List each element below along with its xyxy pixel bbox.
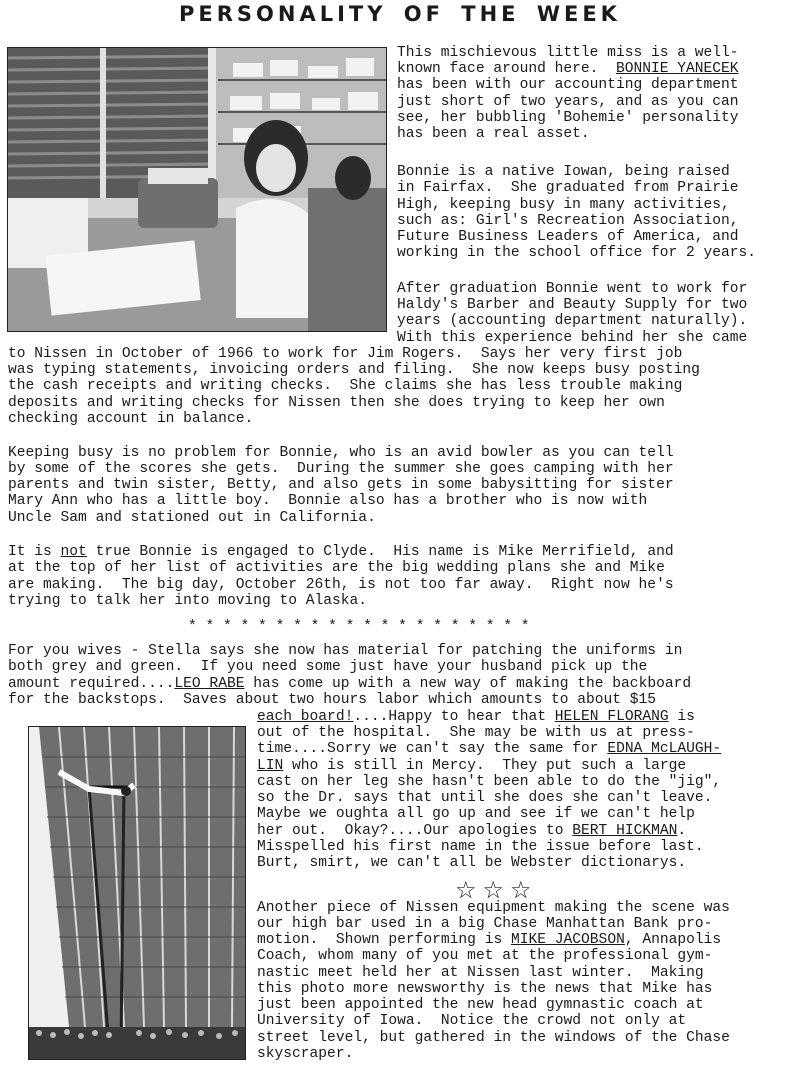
para7-line1: Another piece of Nissen equipment making the scene was [257,900,730,916]
para6-line7-start: time....Sorry we can't say the same for [257,741,608,757]
bonnie-office-photo [7,47,387,332]
para4-line3: parents and twin sister, Betty, and also gets in some babysitting for sister [8,477,674,493]
para5-line2: at the top of her list of activities are the big wedding plans she and Mike [8,560,665,576]
para7-line2: our high bar used in a big Chase Manhattan Bank pro- [257,916,713,932]
para5-line1 [8,544,674,560]
para6-line12-start: her out. Okay?....Our apologies to [257,823,573,839]
para6-line6: out of the hospital. She may be with us at press- [257,725,695,741]
office-scene-illustration [8,48,386,331]
para6-line14: Burt, smirt, we can't all be Webster dictionarys. [257,855,687,871]
bonnie-yanecek-name: BONNIE YANECEK [615,61,739,77]
not-emphasis: not [60,544,87,560]
para1-line5: see, her bubbling 'Bohemie' personality [397,110,739,126]
para3-line2: Haldy's Barber and Beauty Supply for two [397,297,748,313]
para6-line3 [8,676,691,692]
para7-line10: skyscraper. [257,1046,354,1062]
para6-line2: both grey and green. If you need some just have your husband pick up the [8,659,648,675]
para6-line12 [257,823,686,839]
para6-line8-end: who is still in Mercy. They put such a large [283,758,687,774]
page-title: PERSONALITY OF THE WEEK [179,2,621,26]
para7-line9: street level, but gathered in the windows of the Chase [257,1030,730,1046]
para6-line5 [257,709,695,725]
para6-line3-end: has come up with a new way of making the backboard [244,676,692,692]
mike-jacobson-name: MIKE JACOBSON [510,932,625,948]
para7-line6: this photo more newsworthy is the news that Mike has [257,981,713,997]
edna-mclaughlin-name-part1: EDNA McLAUGH- [607,741,722,757]
para1-line3: has been with our accounting department [397,77,739,93]
para6-line11: Maybe we oughta all go up and see if we can't help [257,806,695,822]
para4-line1: Keeping busy is no problem for Bonnie, who is an avid bowler as you can tell [8,445,674,461]
para3-line5: to Nissen in October of 1966 to work for Jim Rogers. Says her very first job [8,346,683,362]
para6-line5-end: is [668,709,695,725]
para1-line1: This mischievous little miss is a well- [397,45,739,61]
each-board-emphasis: each board! [257,709,354,725]
high-bar-skyscraper-photo [28,726,246,1060]
para6-line4: for the backstops. Saves about two hours labor which amounts to about $15 [8,692,657,708]
para1-line2 [397,61,739,77]
para4-line2: by some of the scores she gets. During the summer she goes camping with her [8,461,674,477]
para7-line5: nastic meet held her at Nissen last winter. Making [257,965,704,981]
para7-line4: Coach, whom many of you met at the professional gym- [257,948,713,964]
para3-line6: was typing statements, invoicing orders and filing. She now keeps busy posting [8,362,700,378]
para1-line2-text: known face around here. [397,61,616,77]
para5-line4: trying to talk her into moving to Alaska. [8,593,368,609]
para6-line12-end: . [677,823,687,839]
para6-line3-start: amount required.... [8,676,175,692]
para3-line8: deposits and writing checks for Nissen then she does trying to keep her own [8,395,665,411]
skyscraper-illustration [29,727,245,1059]
para7-line8: University of Iowa. Notice the crowd not only at [257,1013,687,1029]
para6-line1: For you wives - Stella says she now has material for patching the uniforms in [8,643,683,659]
para1-line6: has been a real asset. [397,126,590,142]
para3-line4: With this experience behind her she came [397,330,748,346]
para4-line5: Uncle Sam and stationed out in California. [8,510,376,526]
para2-line1: Bonnie is a native Iowan, being raised [397,164,730,180]
para6-line10: so the Dr. says that until she does she can't leave. [257,790,713,806]
para2-line5: Future Business Leaders of America, and [397,229,739,245]
three-star-divider: ☆☆☆ [455,876,538,904]
para7-line3 [257,932,721,948]
para5-line3: are making. The big day, October 26th, is not too far away. Right now he's [8,577,674,593]
para5-line1-end: true Bonnie is engaged to Clyde. His name is Mike Merrifield, and [86,544,674,560]
para6-line9: cast on her leg she hasn't been able to do the "jig", [257,774,722,790]
para2-line2: in Fairfax. She graduated from Prairie [397,180,739,196]
para6-line5-mid: ....Happy to hear that [353,709,555,725]
helen-florang-name: HELEN FLORANG [554,709,669,725]
para7-line3-start: motion. Shown performing is [257,932,511,948]
para3-line1: After graduation Bonnie went to work for [397,281,748,297]
para2-line4: such as: Girl's Recreation Association, [397,213,739,229]
para4-line4: Mary Ann who has a little boy. Bonnie also has a brother who is now with [8,493,648,509]
para2-line3: High, keeping busy in many activities, [397,197,730,213]
para2-line6: working in the school office for 2 years. [397,245,757,261]
para6-line13: Misspelled his first name in the issue before last. [257,839,704,855]
leo-rabe-name: LEO RABE [174,676,245,692]
para7-line7: just been appointed the new head gymnastic coach at [257,997,704,1013]
para1-line4: just short of two years, and as you can [397,94,739,110]
para3-line7: the cash receipts and writing checks. She claims she has less trouble making [8,378,683,394]
para6-line8 [257,758,686,774]
para6-line7 [257,741,721,757]
edna-mclaughlin-name-part2: LIN [257,758,284,774]
para7-line3-end: , Annapolis [624,932,722,948]
asterisk-divider: * * * * * * * * * * * * * * * * * * * * [188,619,530,635]
bert-hickman-name: BERT HICKMAN [572,823,678,839]
para3-line3: years (accounting department naturally). [397,313,748,329]
para3-line9: checking account in balance. [8,411,254,427]
para5-line1-start: It is [8,544,61,560]
